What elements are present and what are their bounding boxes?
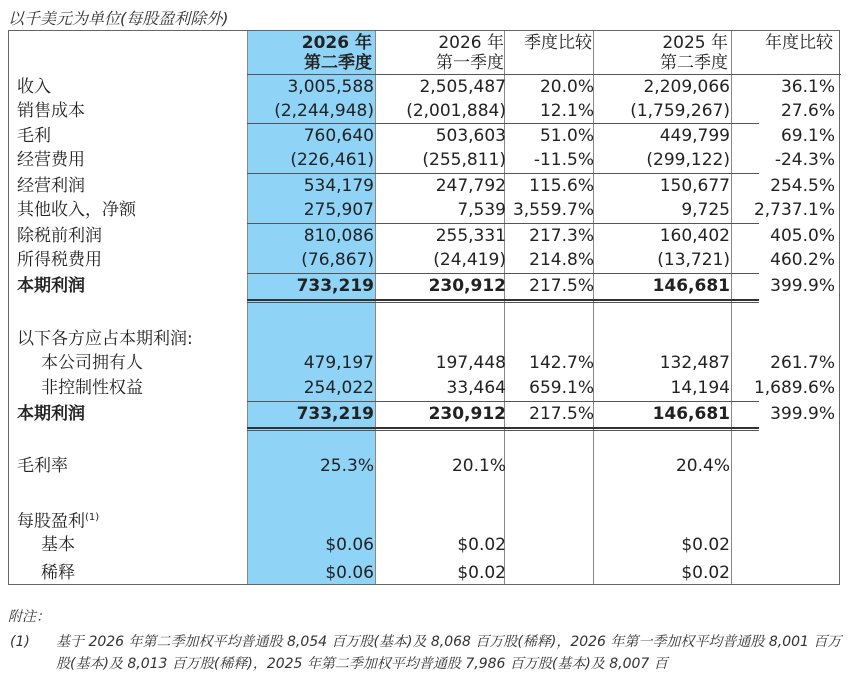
footnote-title: 附注： (8, 609, 50, 625)
header-q1-2026: 2026 年 第一季度 (436, 33, 504, 73)
table-row: 非控制性权益 254,022 33,464 659.1% 14,194 1,689.6% (41, 378, 835, 398)
total-double-line (247, 299, 759, 301)
table-row: 本公司拥有人 479,197 197,448 142.7% 132,487 261.7% (41, 353, 835, 373)
table-row: 经营利润 534,179 247,792 115.6% 150,677 254.5% (17, 176, 835, 196)
total-double-line (247, 427, 759, 429)
table-row: 其他收入，净额 275,907 7,539 3,559.7% 9,725 2,737.1% (17, 200, 835, 220)
footnote-text: 基于 2026 年第二季加权平均普通股 8,054 百万股(基本)及 8,068 百万股(稀释)，2026 年第一季加权平均普通股 8,001 百万股(基本)及 8,013 百万股(稀释)，2025 年第二季加权平均普通股 7,986 百万股(基本)及 8,007 百 (56, 634, 842, 672)
header-qoq: 季度比较 (524, 33, 592, 53)
table-row: 所得税费用 (76,867) (24,419) 214.8% (13,721) 460.2% (17, 250, 835, 270)
table-row-net-profit: 本期利润 733,219 230,912 217.5% 146,681 399.9% (17, 276, 835, 296)
total-double-line (247, 430, 759, 431)
income-statement-table (8, 30, 840, 585)
table-row: 毛利 760,640 503,603 51.0% 449,799 69.1% (17, 126, 835, 146)
table-title: 以千美元为单位(每股盈利除外) (8, 9, 229, 28)
table-row: 经营费用 (226,461) (255,811) -11.5% (299,122) -24.3% (17, 150, 835, 170)
table-row: 基本 $0.06 $0.02 $0.02 (41, 535, 730, 555)
header-q2-2025: 2025 年 第二季度 (660, 33, 728, 73)
table-row-section: 以下各方应占本期利润: (17, 329, 193, 349)
footnote-number: (1) (10, 634, 30, 650)
table-row: 销售成本 (2,244,948) (2,001,884) 12.1% (1,759,267) 27.6% (17, 101, 835, 121)
total-double-line (247, 302, 759, 303)
table-row: 除税前利润 810,086 255,331 217.3% 160,402 405.0% (17, 226, 835, 246)
table-row: 收入 3,005,588 2,505,487 20.0% 2,209,066 36.1% (17, 77, 835, 97)
table-row-net-profit: 本期利润 733,219 230,912 217.5% 146,681 399.9% (17, 404, 835, 424)
table-row: 稀释 $0.06 $0.02 $0.02 (41, 563, 730, 583)
table-row-section: 每股盈利$^{(1)}$ (17, 511, 100, 532)
header-q2-2026: 2026 年 第二季度 (301, 33, 372, 73)
header-yoy: 年度比较 (765, 33, 833, 53)
table-row: 毛利率 25.3% 20.1% 20.4% (17, 456, 730, 476)
